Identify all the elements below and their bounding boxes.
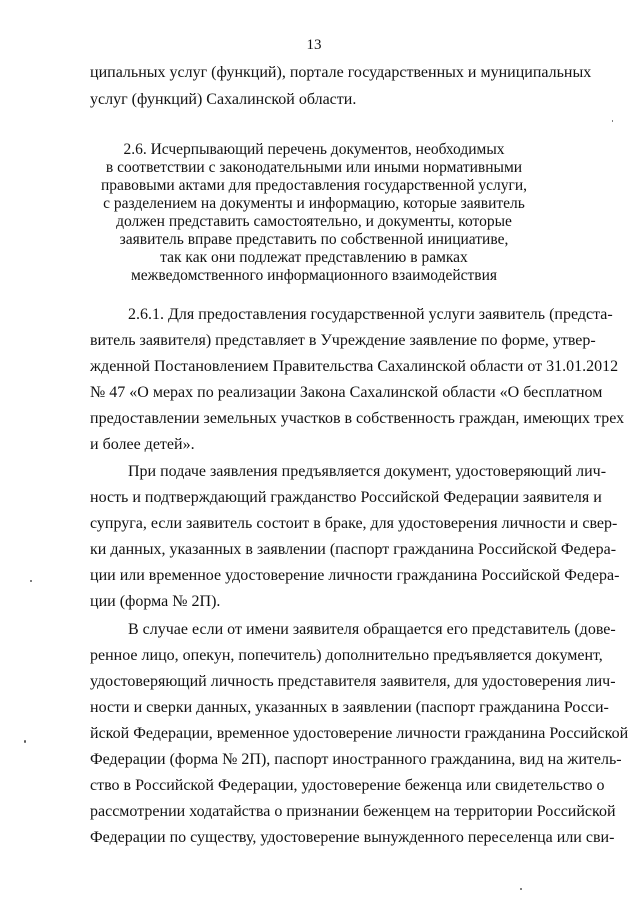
paragraph-line: ности и сверки данных, указанных в заявлении (паспорт гражданина Росси- [90,699,609,716]
heading-line: заявитель вправе представить по собственной инициативе, [119,231,509,248]
paragraph-line: Федерации по существу, удостоверение вынужденного переселенца или сви- [90,829,615,846]
paragraph-line: супруга, если заявитель состоит в браке, для удостоверения личности и свер- [90,515,618,532]
intro-line: ципальных услуг (функций), портале государственных и муниципальных [90,64,592,81]
page-number: 13 [306,37,322,53]
paragraph-line: ции (форма № 2П). [90,593,221,610]
paragraph-line: 2.6.1. Для предоставления государственной услуги заявитель (предста- [128,306,613,323]
paragraph-line: йской Федерации, временное удостоверение личности гражданина Российской [90,725,628,742]
heading-line: межведомственного информационного взаимодействия [130,267,498,284]
paragraph-line: ность и подтверждающий гражданство Российской Федерации заявителя и [90,489,602,506]
scan-speck [520,888,522,890]
paragraph-line: и более детей». [90,436,195,453]
paragraph-line: ки данных, указанных в заявлении (паспорт гражданина Российской Федера- [90,541,617,558]
paragraph-line: Федерации (форма № 2П), паспорт иностранного гражданина, вид на житель- [90,751,622,768]
heading-line: в соответствии с законодательными или иными нормативными [105,159,523,176]
heading-line: с разделением на документы и информацию, которые заявитель [103,195,525,212]
paragraph-line: удостоверяющий личность представителя заявителя, для удостоверения лич- [90,673,616,690]
paragraph-line: № 47 «О мерах по реализации Закона Сахалинской области «О бесплатном [90,384,603,401]
paragraph-line: ренное лицо, опекун, попечитель) дополнительно предъявляется документ, [90,647,603,664]
heading-line: правовыми актами для предоставления государственной услуги, [100,177,528,194]
paragraph-line: витель заявителя) представляет в Учреждение заявление по форме, утвер- [90,332,596,349]
paragraph-line: жденной Постановлением Правительства Сахалинской области от 31.01.2012 [90,358,619,375]
paragraph-line: В случае если от имени заявителя обращается его представитель (дове- [128,621,616,638]
scan-speck [612,120,613,122]
scan-speck [30,580,32,582]
heading-line: 2.6. Исчерпывающий перечень документов, необходимых [123,141,505,158]
scan-speck [24,740,26,743]
paragraph-line: ство в Российской Федерации, удостоверение беженца или свидетельство о [90,777,605,794]
heading-line: должен представить самостоятельно, и документы, которые [116,213,512,230]
intro-line: услуг (функций) Сахалинской области. [90,91,357,108]
heading-line: так как они подлежат представлению в рамках [160,249,468,266]
paragraph-line: предоставлении земельных участков в собственность граждан, имеющих трех [90,410,625,427]
paragraph-line: рассмотрении ходатайства о признании беженцем на территории Российской [90,803,616,820]
paragraph-line: При подаче заявления предъявляется документ, удостоверяющий лич- [128,463,607,480]
paragraph-line: ции или временное удостоверение личности гражданина Российской Федера- [90,567,620,584]
